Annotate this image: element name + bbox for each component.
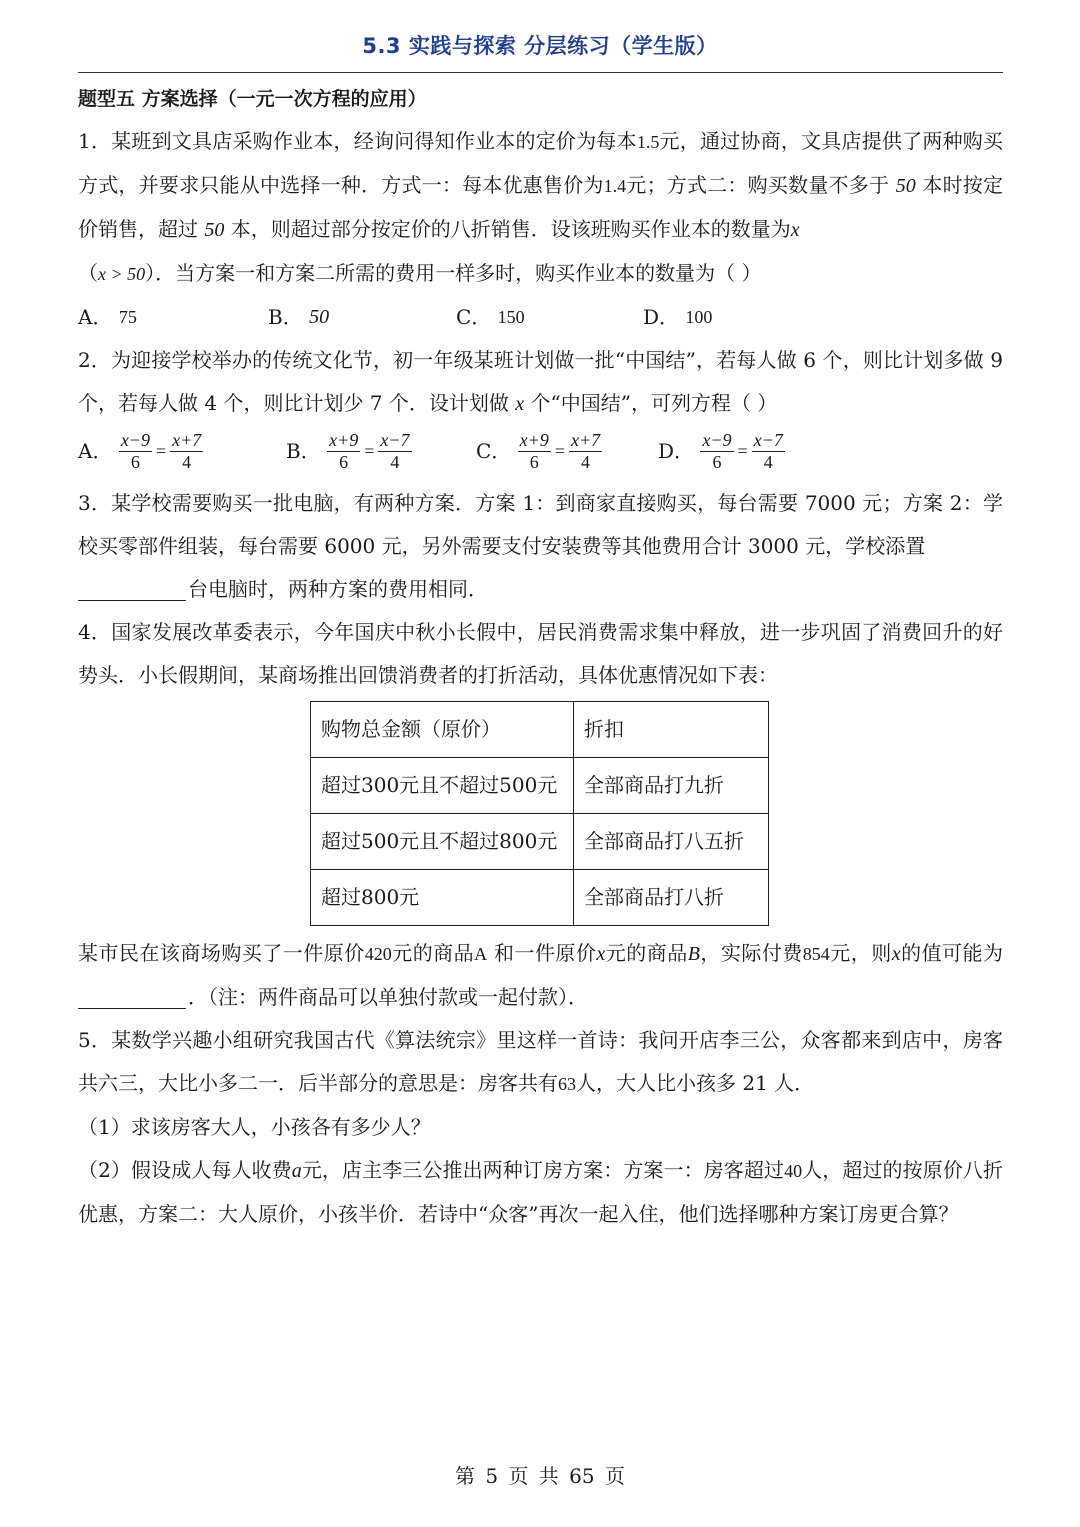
question-3 xyxy=(78,482,1003,611)
q2-option-c[interactable] xyxy=(476,430,658,473)
q4-text-part7: 的值可能为 xyxy=(900,941,1004,965)
q1-price1: 1.5 xyxy=(636,132,660,152)
table-row xyxy=(311,870,769,926)
option-label: B． xyxy=(268,305,303,329)
equals-sign: = xyxy=(554,440,565,461)
q5-number-63: 63 xyxy=(558,1074,576,1094)
q2-option-b[interactable] xyxy=(286,430,476,473)
q1-text-part6: ．当方案一和方案二所需的费用一样多时，购买作业本的数量为（ ） xyxy=(155,261,762,285)
denominator: 4 xyxy=(763,451,773,472)
table-header-row xyxy=(311,702,769,758)
denominator: 6 xyxy=(130,451,140,472)
q1-option-c[interactable] xyxy=(456,296,643,339)
q4-answer-blank[interactable] xyxy=(78,982,186,1009)
q1-text-part3: 元；方式二：购买数量不多于 xyxy=(626,173,890,197)
option-value: 100 xyxy=(685,307,713,327)
fraction-left xyxy=(327,430,360,473)
q2-text-end: 个“中国结”，可列方程（ ） xyxy=(530,391,778,415)
option-label: D． xyxy=(658,438,695,463)
option-value: 75 xyxy=(118,307,137,327)
numerator: x+9 xyxy=(329,429,359,450)
q1-number-50a: 50 xyxy=(895,175,916,197)
q5-sub2-part2: 元，店主李三公推出两种订房方案：方案一：房客超过 xyxy=(301,1158,785,1182)
q1-number-50b: 50 xyxy=(204,219,225,241)
fraction-right xyxy=(569,430,602,473)
denominator: 4 xyxy=(182,451,192,472)
table-cell: 全部商品打八折 xyxy=(574,870,769,926)
q1-var-x: x xyxy=(790,219,800,241)
question-4-followup xyxy=(78,932,1003,1019)
q1-text-part4: 本时按定价销售，超过 xyxy=(78,173,1004,241)
numerator: x−9 xyxy=(120,429,150,450)
table-header-cell: 购物总金额（原价） xyxy=(311,702,574,758)
header-divider xyxy=(78,72,1003,73)
numerator: x+7 xyxy=(172,429,202,450)
question-2 xyxy=(78,339,1003,426)
fraction-right xyxy=(378,430,411,473)
numerator: x−9 xyxy=(702,429,732,450)
denominator: 6 xyxy=(712,451,722,472)
page-footer: 第 5 页 共 65 页 xyxy=(455,1464,625,1488)
option-value: 50 xyxy=(309,306,330,328)
fraction-left xyxy=(119,430,152,473)
q4-paid: 854 xyxy=(802,944,830,964)
q4-text-part6: 元，则 xyxy=(829,941,892,965)
option-label: A． xyxy=(78,305,113,329)
question-4 xyxy=(78,611,1003,697)
equals-sign: = xyxy=(155,440,167,461)
q1-condition: x > 50 xyxy=(98,264,146,284)
fraction-right xyxy=(752,430,785,473)
table-row xyxy=(311,814,769,870)
fraction-right xyxy=(170,430,203,473)
q1-price2: 1.4 xyxy=(603,176,627,196)
table-cell: 全部商品打八五折 xyxy=(574,814,769,870)
discount-table xyxy=(310,701,769,926)
q2-var-x: x xyxy=(515,393,525,415)
table-cell: 超过800元 xyxy=(311,870,574,926)
q4-text-part8: ．（注：两件商品可以单独付款或一起付款）． xyxy=(188,985,588,1009)
q3-text-end: 台电脑时，两种方案的费用相同． xyxy=(188,577,488,601)
q4-text-part4: 元的商品 xyxy=(605,941,688,965)
q3-answer-blank[interactable] xyxy=(78,574,186,601)
q4-intro: 4．国家发展改革委表示，今年国庆中秋小长假中，居民消费需求集中释放，进一步巩固了消费回升的好势头．小长假期间，某商场推出回馈消费者的打折活动，具体优惠情况如下表： xyxy=(78,620,1003,687)
q2-text: 2．为迎接学校举办的传统文化节，初一年级某班计划做一批“中国结”，若每人做 6 个，则比计划多做 9 个，若每人做 4 个，则比计划少 7 个．设计划做 xyxy=(78,348,1003,415)
q1-option-b[interactable] xyxy=(268,296,456,339)
table-cell: 超过300元且不超过500元 xyxy=(311,758,574,814)
denominator: 6 xyxy=(529,451,539,472)
fraction-left xyxy=(518,430,551,473)
q4-text-part2: 元的商品 xyxy=(391,941,475,965)
q2-option-a[interactable] xyxy=(78,430,286,473)
equals-sign: = xyxy=(737,440,748,461)
q1-option-a[interactable] xyxy=(78,296,268,339)
table-cell: 全部商品打九折 xyxy=(574,758,769,814)
q5-var-a: a xyxy=(291,1160,302,1182)
q4-item-b: B xyxy=(687,943,700,965)
q1-text-part2: 元，通过协商，文具店提供了两种购买方式，并要求只能从中选择一种．方式一：每本优惠售价为 xyxy=(78,129,1004,197)
q5-subquestion-1: （1）求该房客大人，小孩各有多少人？ xyxy=(78,1115,431,1139)
denominator: 4 xyxy=(581,451,591,472)
option-value: 150 xyxy=(497,307,525,327)
q5-sub2-part3: 人，超过的按原价八折优惠，方案二：大人原价，小孩半价．若诗中“众客”再次一起入住，他们选择哪种方案订房更合算？ xyxy=(78,1158,1004,1226)
table-header-cell: 折扣 xyxy=(574,702,769,758)
question-5 xyxy=(78,1019,1003,1106)
fraction-left xyxy=(700,430,733,473)
q5-subquestion-2 xyxy=(78,1149,1003,1236)
q4-var-x-2: x xyxy=(891,943,901,965)
page-header-title: 5.3 实践与探索 分层练习（学生版） xyxy=(362,34,718,58)
q4-var-x: x xyxy=(596,943,606,965)
q5-sub2-part1: （2）假设成人每人收费 xyxy=(78,1158,292,1182)
option-label: C． xyxy=(476,438,512,463)
option-label: B． xyxy=(286,438,321,463)
numerator: x+9 xyxy=(519,429,549,450)
q4-text-part3: 和一件原价 xyxy=(493,941,597,965)
q5-text: 5．某数学兴趣小组研究我国古代《算法统宗》里这样一首诗：我问开店李三公，众客都来到店中，房客共六三，大比小多二一．后半部分的意思是：房客共有 xyxy=(78,1028,1003,1095)
q5-number-40: 40 xyxy=(784,1161,803,1181)
q2-options xyxy=(78,426,1003,476)
table-row xyxy=(311,758,769,814)
q4-price-a: 420 xyxy=(364,944,392,964)
option-label: A． xyxy=(78,438,113,463)
q4-text-part1: 某市民在该商场购买了一件原价 xyxy=(78,941,365,965)
section-title: 题型五 方案选择（一元一次方程的应用） xyxy=(78,88,427,110)
denominator: 4 xyxy=(390,451,400,472)
q1-text-part5: 本，则超过部分按定价的八折销售．设该班购买作业本的数量为 xyxy=(230,217,791,241)
q1-option-d[interactable] xyxy=(643,296,712,339)
q2-option-d[interactable] xyxy=(658,430,785,473)
worksheet-content xyxy=(78,82,1003,1236)
table-cell: 超过500元且不超过800元 xyxy=(311,814,574,870)
numerator: x+7 xyxy=(570,429,601,450)
numerator: x−7 xyxy=(380,429,410,450)
equals-sign: = xyxy=(364,440,375,461)
option-label: D． xyxy=(643,305,680,329)
q4-item-a: A xyxy=(474,944,488,964)
q3-text: 3．某学校需要购买一批电脑，有两种方案．方案 1：到商家直接购买，每台需要 7000 元；方案 2：学校买零部件组装，每台需要 6000 元，另外需要支付安装费等其他费用合计 3000 元，学校添置 xyxy=(78,491,1003,558)
q5-text-2: 人，大人比小孩多 21 人． xyxy=(576,1071,815,1095)
q4-text-part5: ，实际付费 xyxy=(699,941,803,965)
question-1: 1．某班到文具店采购作业本，经询问得知作业本的定价为每本1.5元，通过协商，文具店提供了两种购买方式，并要求只能从中选择一种．方式一：每本优惠售价为1.4元；方式二：购买数量不多于 50 本时按定价销售，超过 50 本，则超过部分按定价的八折销售．设该班购买作业本的数量为x （x > 50）．当方案一和方案二所需的费用一样多时，购买作业本的数量为（ ） xyxy=(78,129,1004,285)
q1-options xyxy=(78,296,1003,339)
option-label: C． xyxy=(456,305,492,329)
numerator: x−7 xyxy=(753,429,783,450)
q1-text-part1: 1．某班到文具店采购作业本，经询问得知作业本的定价为每本 xyxy=(78,129,637,153)
denominator: 6 xyxy=(339,451,349,472)
